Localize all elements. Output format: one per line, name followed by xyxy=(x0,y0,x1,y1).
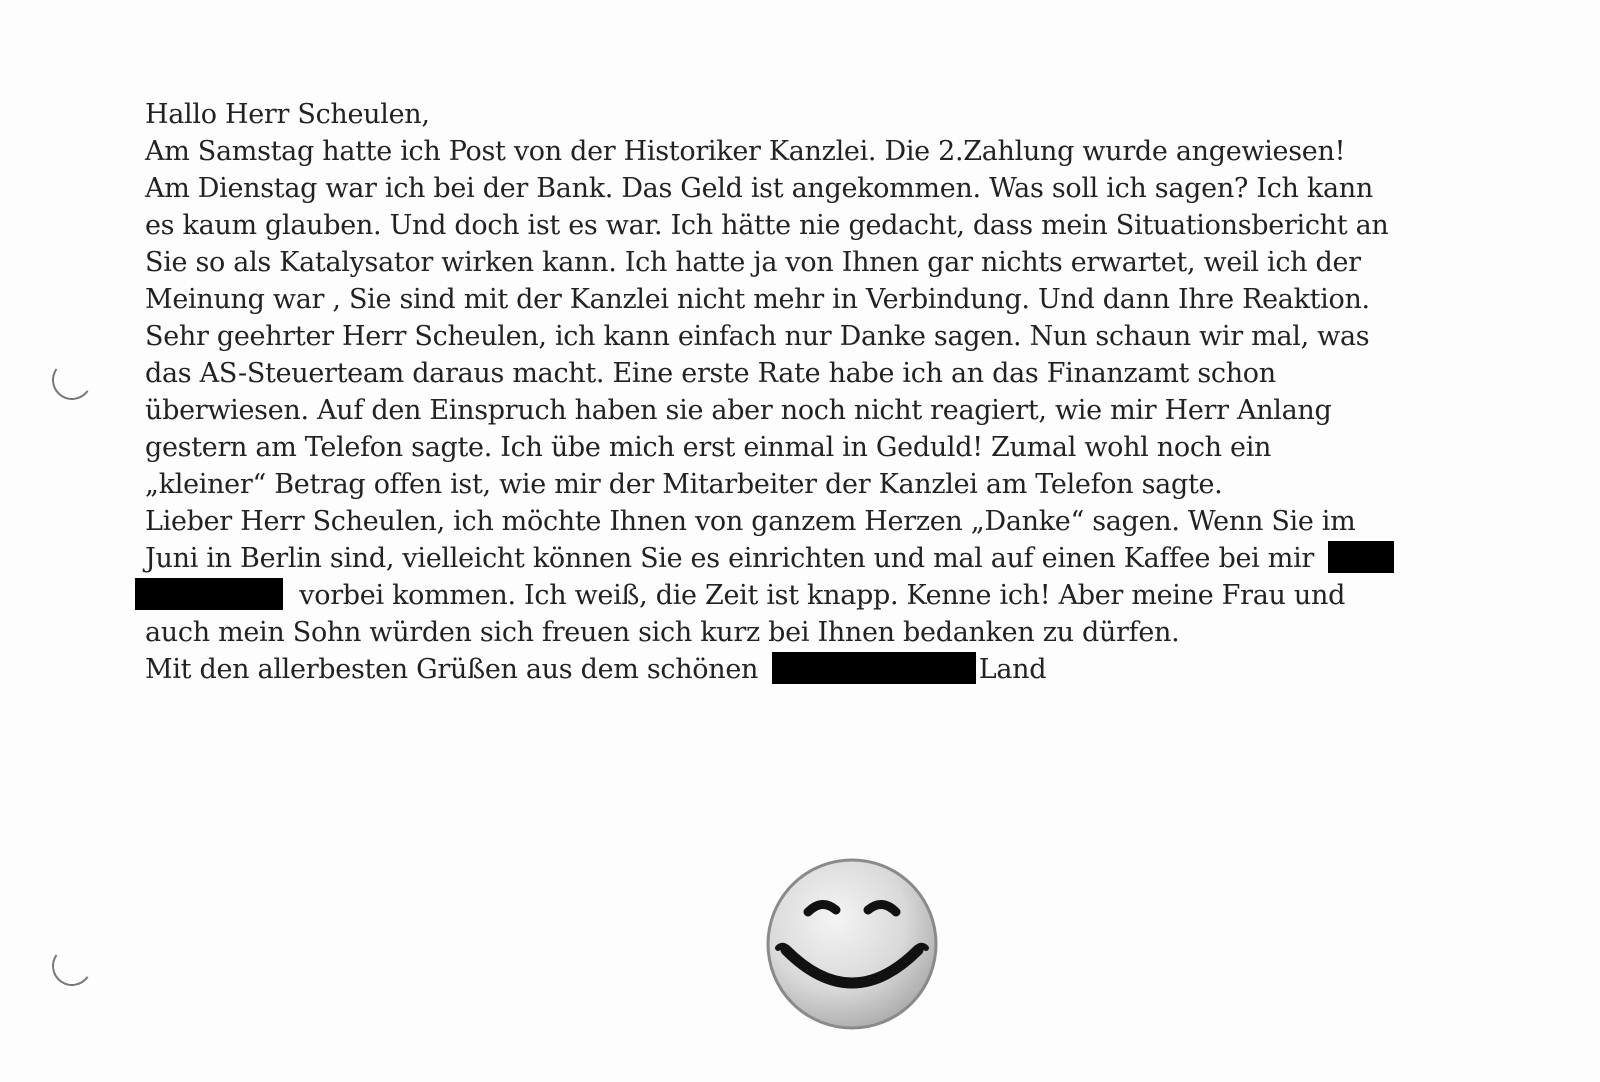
letter-line: gestern am Telefon sagte. Ich übe mich erst einmal in Geduld! Zumal wohl noch ein xyxy=(145,432,1272,463)
letter-line: überwiesen. Auf den Einspruch haben sie aber noch nicht reagiert, wie mir Herr Anlang xyxy=(145,395,1332,426)
letter-body xyxy=(145,96,1445,688)
redaction-bar-address xyxy=(1328,541,1394,573)
letter-line: Sie so als Katalysator wirken kann. Ich hatte ja von Ihnen gar nichts erwartet, weil ich der xyxy=(145,247,1361,278)
letter-line: Am Dienstag war ich bei der Bank. Das Geld ist angekommen. Was soll ich sagen? Ich kann xyxy=(145,173,1373,204)
letter-text: Juni in Berlin sind, vielleicht können Sie es einrichten und mal auf einen Kaffee bei mir xyxy=(145,543,1315,574)
punch-hole-bottom xyxy=(49,943,95,989)
letter-line: „kleiner“ Betrag offen ist, wie mir der Mitarbeiter der Kanzlei am Telefon sagte. xyxy=(145,469,1223,500)
letter-line-berlin xyxy=(145,540,1445,577)
letter-line: Am Samstag hatte ich Post von der Historiker Kanzlei. Die 2.Zahlung wurde angewiesen! xyxy=(145,136,1346,167)
letter-line-vorbei xyxy=(135,577,1445,614)
letter-line: Meinung war , Sie sind mit der Kanzlei nicht mehr in Verbindung. Und dann Ihre Reaktion. xyxy=(145,284,1370,315)
redaction-bar-region xyxy=(772,652,976,684)
closing-text-land: Land xyxy=(978,654,1047,685)
redaction-bar-city xyxy=(135,578,283,610)
letter-line: es kaum glauben. Und doch ist es war. Ich hätte nie gedacht, dass mein Situationsbericht an xyxy=(145,210,1389,241)
letter-text: vorbei kommen. Ich weiß, die Zeit ist knapp. Kenne ich! Aber meine Frau und xyxy=(299,580,1346,611)
smiley-face-icon xyxy=(764,856,940,1032)
punch-hole-top xyxy=(49,357,95,403)
letter-line: auch mein Sohn würden sich freuen sich kurz bei Ihnen bedanken zu dürfen. xyxy=(145,617,1180,648)
letter-line: Sehr geehrter Herr Scheulen, ich kann einfach nur Danke sagen. Nun schaun wir mal, was xyxy=(145,321,1370,352)
letter-greeting: Hallo Herr Scheulen, xyxy=(145,99,430,130)
letter-line: Lieber Herr Scheulen, ich möchte Ihnen von ganzem Herzen „Danke“ sagen. Wenn Sie im xyxy=(145,506,1356,537)
letter-line: das AS-Steuerteam daraus macht. Eine erste Rate habe ich an das Finanzamt schon xyxy=(145,358,1276,389)
letter-closing xyxy=(145,651,1445,688)
closing-text: Mit den allerbesten Grüßen aus dem schönen xyxy=(145,654,759,685)
